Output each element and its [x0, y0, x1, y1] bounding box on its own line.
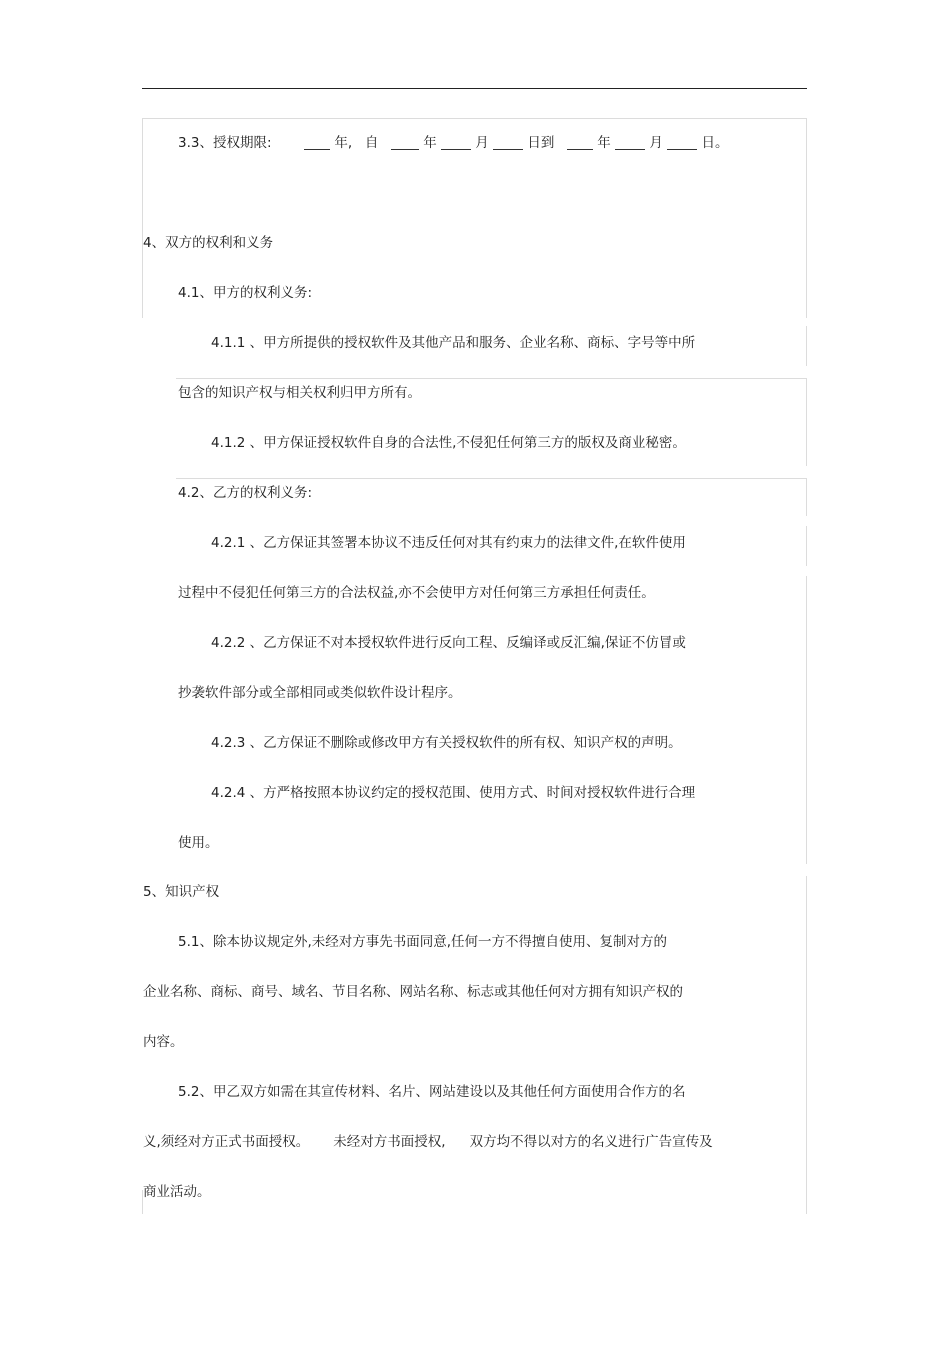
blank-field — [567, 135, 593, 150]
blank-field — [615, 135, 645, 150]
clause-4-2-4-line2: 使用。 — [178, 835, 219, 851]
text-yue: 月 — [649, 135, 663, 151]
clause-4-2-2-line2: 抄袭软件部分或全部相同或类似软件设计程序。 — [178, 685, 462, 701]
text-yue: 月 — [475, 135, 489, 151]
frame-line — [176, 378, 807, 379]
clause-3-3-label: 3.3、授权期限: — [178, 135, 272, 151]
clause-5-2-part3: 双方均不得以对方的名义进行广告宣传及 — [469, 1134, 713, 1150]
clause-5-1-line1: 5.1、除本协议规定外,未经对方事先书面同意,任何一方不得擅自使用、复制对方的 — [178, 934, 668, 950]
frame-line — [142, 118, 807, 119]
clause-4-2: 4.2、乙方的权利义务: — [178, 485, 313, 501]
clause-5-2-line3: 商业活动。 — [143, 1184, 211, 1200]
frame-line — [142, 118, 143, 318]
clause-3-3 — [178, 134, 728, 152]
frame-line — [806, 478, 807, 516]
frame-line — [806, 526, 807, 566]
blank-field — [493, 135, 523, 150]
clause-5-1-line3: 内容。 — [143, 1034, 184, 1050]
header-rule — [142, 88, 807, 89]
blank-field — [391, 135, 419, 150]
frame-line — [806, 326, 807, 366]
section-4-heading: 4、双方的权利和义务 — [143, 235, 274, 251]
frame-line — [806, 576, 807, 864]
section-5-heading: 5、知识产权 — [143, 884, 220, 900]
clause-4-2-4-line1: 4.2.4 、方严格按照本协议约定的授权范围、使用方式、时间对授权软件进行合理 — [211, 785, 696, 801]
frame-line — [806, 378, 807, 466]
frame-line — [806, 876, 807, 1214]
blank-field — [667, 135, 697, 150]
frame-line — [176, 478, 807, 479]
clause-4-2-1-line1: 4.2.1 、乙方保证其签署本协议不违反任何对其有约束力的法律文件,在软件使用 — [211, 535, 686, 551]
clause-4-2-2-line1: 4.2.2 、乙方保证不对本授权软件进行反向工程、反编译或反汇编,保证不仿冒或 — [211, 635, 686, 651]
clause-5-2-part1: 义,须经对方正式书面授权。 — [143, 1134, 310, 1150]
blank-field — [304, 135, 330, 150]
clause-4-1-1-line2: 包含的知识产权与相关权利归甲方所有。 — [178, 385, 421, 401]
clause-4-1-1-line1: 4.1.1 、甲方所提供的授权软件及其他产品和服务、企业名称、商标、字号等中所 — [211, 335, 696, 351]
clause-5-2-line1: 5.2、甲乙双方如需在其宣传材料、名片、网站建设以及其他任何方面使用合作方的名 — [178, 1084, 686, 1100]
clause-5-2-line2 — [143, 1133, 713, 1151]
clause-4-1: 4.1、甲方的权利义务: — [178, 285, 313, 301]
clause-4-2-1-line2: 过程中不侵犯任何第三方的合法权益,亦不会使甲方对任何第三方承担任何责任。 — [178, 585, 655, 601]
clause-4-1-2: 4.1.2 、甲方保证授权软件自身的合法性,不侵犯任何第三方的版权及商业秘密。 — [211, 435, 686, 451]
text-zi: 自 — [364, 135, 379, 151]
text-nian: 年 — [597, 135, 611, 151]
frame-line — [806, 118, 807, 318]
text-nian: 年 — [423, 135, 437, 151]
text-ri-dao: 日到 — [527, 135, 555, 151]
text-nian: 年, — [334, 135, 353, 151]
blank-field — [441, 135, 471, 150]
text-ri: 日。 — [701, 135, 729, 151]
clause-4-2-3: 4.2.3 、乙方保证不删除或修改甲方有关授权软件的所有权、知识产权的声明。 — [211, 735, 682, 751]
clause-5-1-line2: 企业名称、商标、商号、域名、节目名称、网站名称、标志或其他任何对方拥有知识产权的 — [143, 984, 683, 1000]
clause-5-2-part2: 未经对方书面授权, — [333, 1134, 446, 1150]
